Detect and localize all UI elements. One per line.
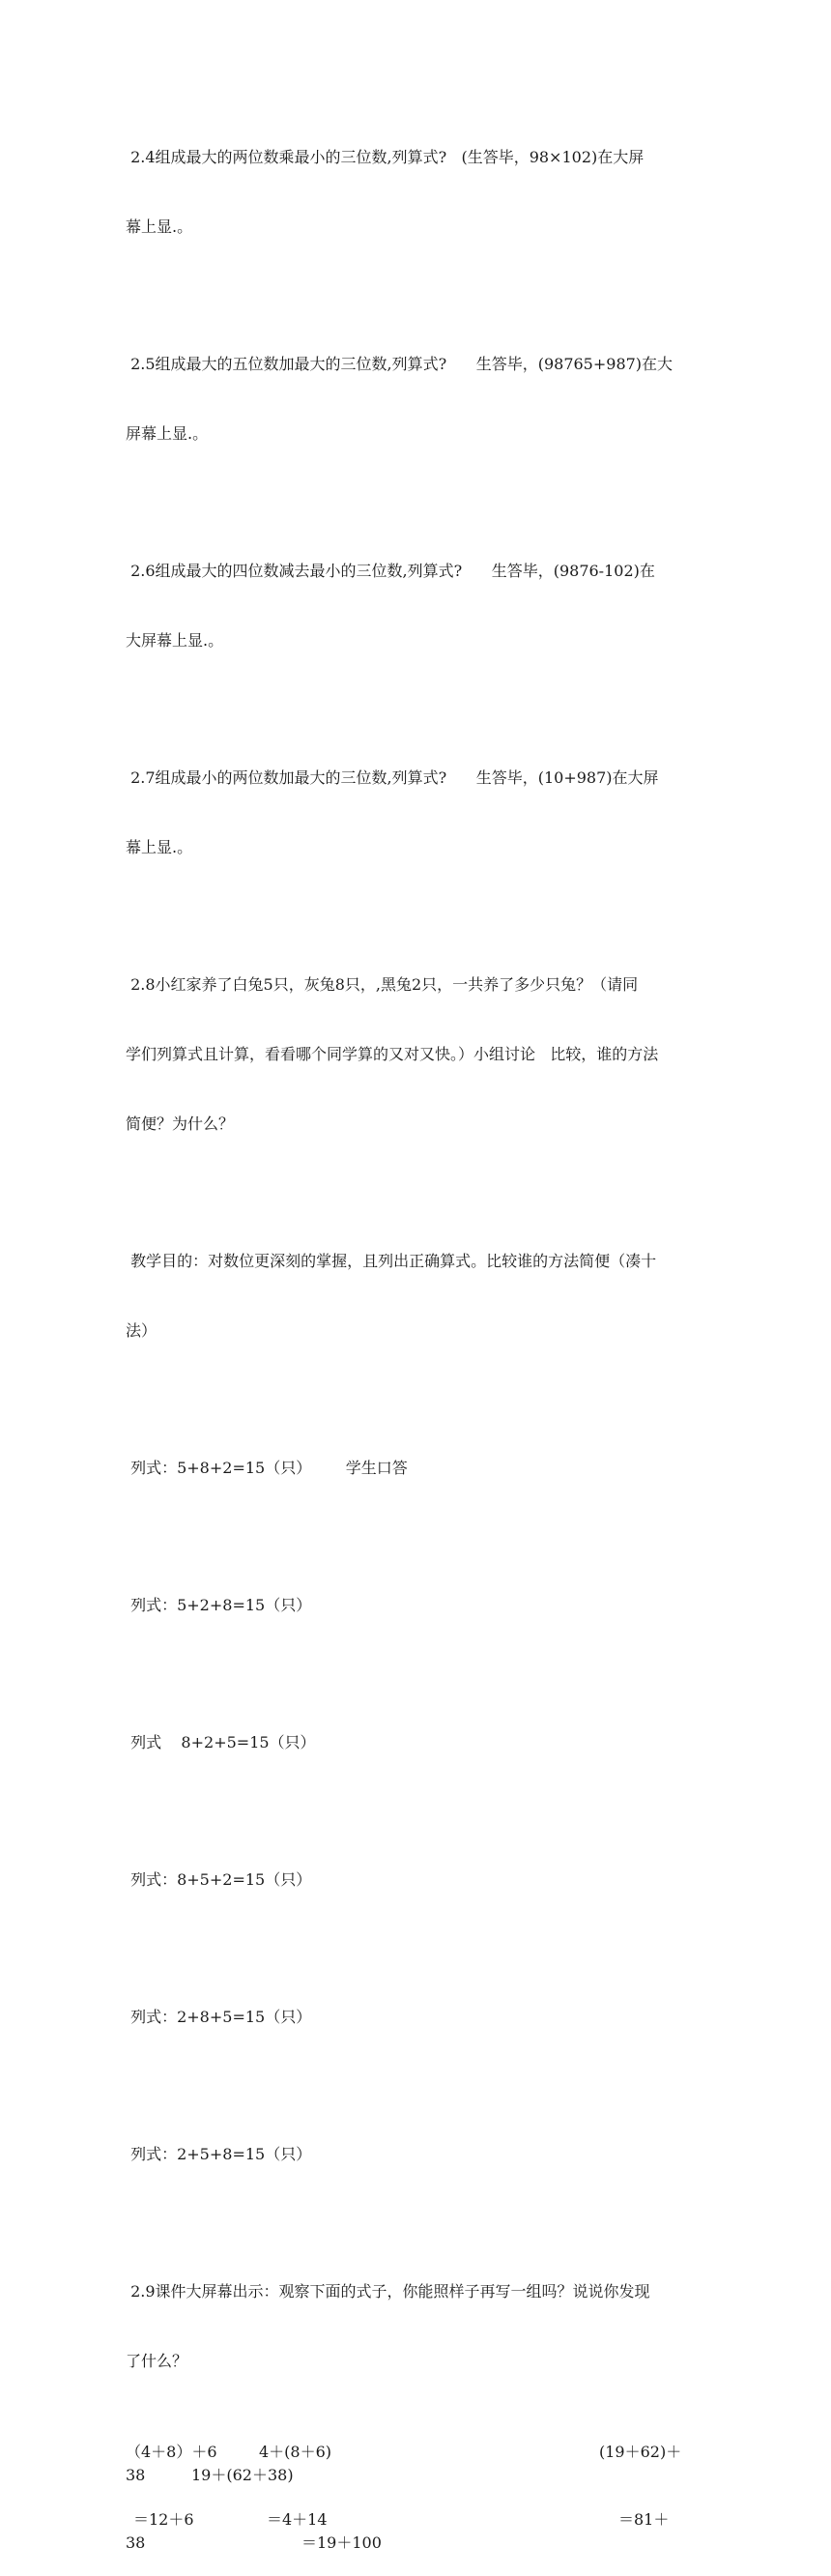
text-line: 列式：5+2+8=15（只）: [126, 1596, 312, 1614]
text-line: 列式：2+5+8=15（只）: [126, 2145, 312, 2163]
paragraph-teaching-goal: [126, 1203, 705, 1389]
equation-line-6: [126, 2097, 705, 2213]
text-line: 列式：2+8+5=15（只）: [126, 2008, 312, 2026]
text-line: 了什么？: [126, 2352, 188, 2370]
text-line: 列式：8+5+2=15（只）: [126, 1870, 312, 1889]
equation-line-1: [126, 1410, 705, 1526]
paragraph-2-7: [126, 720, 705, 906]
formula-text: ＝81＋: [618, 2510, 670, 2529]
text-line: 2.9课件大屏幕出示：观察下面的式子，你能照样子再写一组吗？说说你发现: [126, 2282, 650, 2301]
text-line: 2.5组成最大的五位数加最大的三位数,列算式? 生答毕，(98765+987)在大: [126, 355, 673, 373]
formula-text: （4＋8）＋6: [126, 2443, 217, 2461]
formula-text: ＝12＋6: [133, 2510, 194, 2529]
formula-text: 4＋(8＋6): [259, 2443, 332, 2461]
equation-line-5: [126, 1959, 705, 2075]
paragraph-2-5: [126, 306, 705, 492]
text-line: 幕上显.。: [126, 217, 193, 236]
formula-row-2: [126, 2508, 705, 2555]
text-line: 2.8小红家养了白兔5只，灰兔8只，,黑兔2只，一共养了多少只兔？（请同: [126, 975, 639, 994]
text-line: 列式 8+2+5=15（只）: [126, 1733, 316, 1751]
equation-line-2: [126, 1548, 705, 1664]
equation-line-3: [126, 1685, 705, 1801]
text-line: 教学目的：对数位更深刻的掌握，且列出正确算式。比较谁的方法简便（凑十: [126, 1252, 657, 1270]
text-line: 大屏幕上显.。: [126, 631, 224, 650]
text-line: 学们列算式且计算，看看哪个同学算的又对又快。）小组讨论 比较，谁的方法: [126, 1045, 659, 1063]
paragraph-2-8: [126, 927, 705, 1182]
document-page: [126, 100, 705, 2576]
text-line: 法）: [126, 1321, 158, 1340]
text-line: 幕上显.。: [126, 838, 193, 856]
formula-text: ＝19＋100: [301, 2533, 382, 2552]
text-line: 2.4组成最大的两位数乘最小的三位数,列算式? (生答毕，98×102)在大屏: [126, 148, 645, 166]
text-line: 屏幕上显.。: [126, 424, 209, 443]
formula-text: (19＋62)＋: [599, 2443, 682, 2461]
formula-text: 19＋(62＋38): [191, 2466, 294, 2484]
formula-text: ＝4＋14: [267, 2510, 328, 2529]
text-line: 2.7组成最小的两位数加最大的三位数,列算式? 生答毕，(10+987)在大屏: [126, 768, 659, 787]
text-line: 列式：5+8+2=15（只） 学生口答: [126, 1459, 408, 1477]
text-line: 简便？为什么？: [126, 1114, 235, 1133]
formula-text: 38: [126, 2533, 146, 2552]
paragraph-2-6: [126, 513, 705, 699]
paragraph-2-4: [126, 100, 705, 285]
equation-line-4: [126, 1822, 705, 1938]
paragraph-2-9: [126, 2234, 705, 2419]
text-line: 2.6组成最大的四位数减去最小的三位数,列算式? 生答毕，(9876-102)在: [126, 562, 655, 580]
formula-row-1: [126, 2441, 705, 2487]
formula-text: 38: [126, 2466, 146, 2484]
